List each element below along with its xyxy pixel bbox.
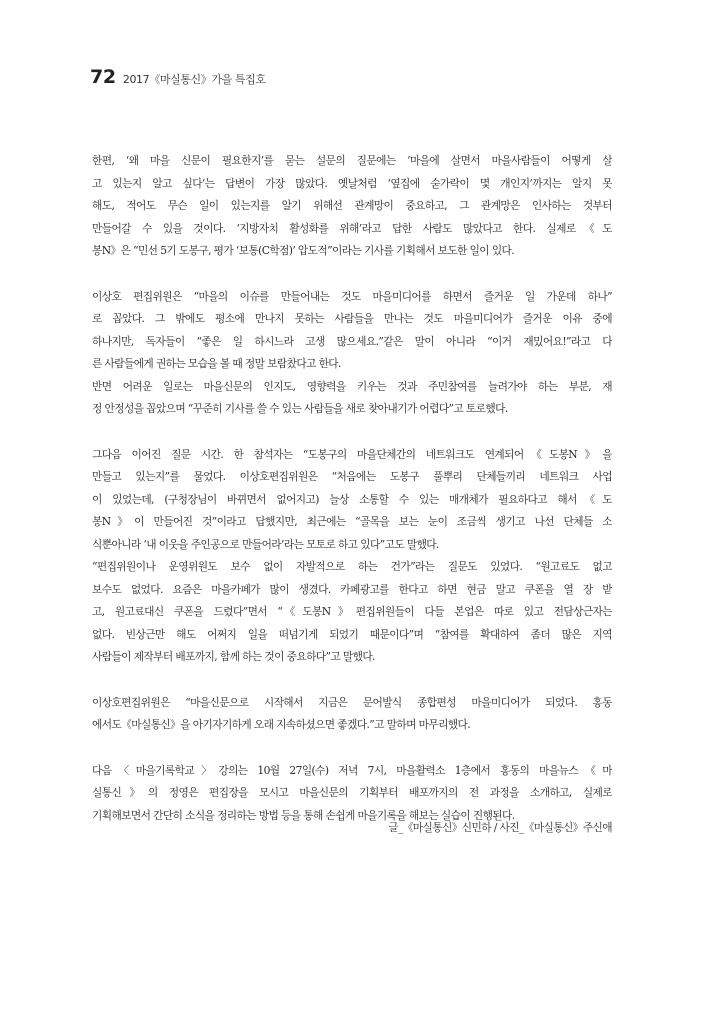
text-line: 봉N》은 “민선 5기 도봉구, 평가 ‘보통(C학점)’ 압도적”이라는 기사를 기획해서 보도한 일이 있다. [92, 244, 515, 257]
text-line: 고, 원고료대신 쿠폰을 드렸다”면서 “《도봉N》편집위원들이 다들 본업은 따로 있고 전담상근자는 [92, 605, 612, 618]
text-line: “편집위원이나 운영위원도 보수 없이 자발적으로 하는 건가”라는 질문도 있었다. “원고료도 없고 [92, 560, 612, 573]
text-line: 실통신》의 정영은 편집장을 모시고 마을신문의 기획부터 배포까지의 전 과정을 소개하고, 실제로 [92, 786, 612, 799]
issue-title: 2017《마실통신》가을 특집호 [122, 73, 266, 86]
running-header [90, 66, 266, 90]
text-line: 이상호 편집위원은 “마을의 이슈를 만들어내는 것도 마을미디어를 하면서 즐거운 일 가운데 하나” [92, 289, 612, 303]
text-line: 사람들이 제작부터 배포까지, 함께 하는 것이 중요하다”고 말했다. [92, 650, 375, 663]
text-line: 이상호편집위원은 “마을신문으로 시작해서 지금은 문어발식 종합편성 마을미디어가 되었다. 홍동 [92, 695, 612, 709]
text-line: 고 있는지 알고 싶다’는 답변이 가장 많았다. 옛날처럼 ‘옆집에 숟가락이 몇 개인지’까지는 알지 못 [92, 176, 612, 190]
page-number: 72 [90, 66, 116, 88]
text-line: 해도, 적어도 무슨 일이 있는지를 알기 위해선 관계망이 중요하고, 그 관계망은 인사하는 것부터 [92, 199, 612, 212]
text-line: 이 있었는데, (구청장님이 바뀌면서 없어지고) 늘상 소통할 수 있는 매개체가 필요하다고 해서《도 [92, 492, 612, 506]
article-body [92, 150, 612, 850]
text-line: 에서도《마실통신》을 아기자기하게 오래 지속하셨으면 좋겠다.”고 말하며 마무리했다. [92, 718, 471, 731]
paragraph-survey [92, 150, 612, 263]
text-line: 로 꼽았다. 그 밖에도 평소에 만나지 못하는 사람들을 만나는 것도 마을미디어가 즐거운 이유 중에 [92, 312, 612, 325]
byline: 글_《마실통신》신민하 / 사진_《마실통신》주신애 [388, 821, 612, 834]
text-line: 한편, ‘왜 마을 신문이 필요한지’를 묻는 설문의 질문에는 ‘마을에 살면서 마을사람들이 어떻게 살 [92, 154, 612, 167]
paragraph-editor-joys [92, 286, 612, 421]
text-line: 그다음 이어진 질문 시간. 한 참석자는 “도봉구의 마을단체간의 네트워크도 연계되어《도봉N》을 [92, 447, 612, 461]
text-line: 하나지만, 독자들이 “좋은 일 하시느라 고생 많으세요.”같은 말이 아니라 “이거 재밌어요!”라고 다 [92, 334, 612, 348]
text-line: 정 안정성을 꼽았으며 “꾸준히 기사를 쓸 수 있는 사람들을 새로 찾아내기가 어렵다”고 토로했다. [92, 402, 508, 415]
text-line: 없다. 빈상근만 해도 어쩌지 일을 떠넘기게 되었기 때문이다”며 “참여를 확대하여 좀더 많은 지역 [92, 627, 612, 641]
text-line: 기획해보면서 간단히 소식을 정리하는 방법 등을 통해 손쉽게 마을기록을 해보는 실습이 진행된다. [92, 808, 515, 822]
text-line: 른 사람들에게 권하는 모습을 볼 때 정말 보람찼다고 한다. [92, 357, 341, 370]
text-line: 만들어갈 수 있을 것이다. ‘지방자치 활성화를 위해’라고 답한 사람도 많았다고 한다. 실제로《도 [92, 221, 612, 235]
text-line: 만들고 있는지”를 물었다. 이상호편집위원은 “처음에는 도봉구 풀뿌리 단체들끼리 네트워크 사업 [92, 470, 612, 483]
paragraph-closing-remarks [92, 692, 612, 737]
text-line: 보수도 없었다. 요즘은 마을카페가 많이 생겼다. 카페광고를 한다고 하면 현금 말고 쿠폰을 열 장 받 [92, 582, 612, 596]
text-line: 식뿐아니라 ‘내 이웃을 주인공으로 만들어라’라는 모토로 하고 있다”고도 말했다. [92, 537, 439, 551]
paragraph-qa [92, 444, 612, 669]
text-line: 봉N》이 만들어진 것”이라고 답했지만, 최근에는 “골목을 보는 눈이 조금씩 생기고 나선 단체들 소 [92, 515, 612, 528]
text-line: 다음〈마을기록학교〉강의는 10월 27일(수) 저녁 7시, 마을활력소 1층에서 홍동의 마을뉴스《마 [92, 763, 612, 777]
text-line: 반면 어려운 일로는 마을신문의 인지도, 영향력을 키우는 것과 주민참여를 늘려가야 하는 부분, 재 [92, 379, 612, 393]
